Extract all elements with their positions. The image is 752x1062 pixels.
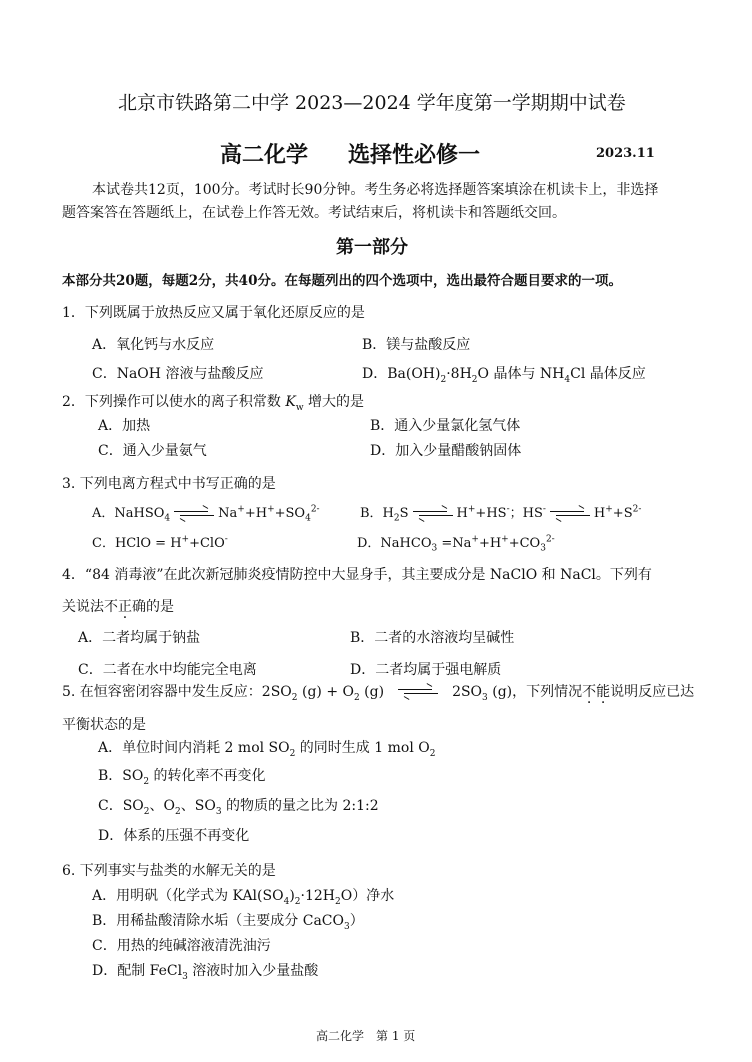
instructions-line-1: 本试卷共12页，100分。考试时长90分钟。考生务必将选择题答案填涂在机读卡上，非选择 bbox=[92, 182, 659, 198]
q3-option-d: D．NaHCO$_3$ $=Na^++H^++CO_3^{2-}$ bbox=[357, 534, 555, 554]
part1-heading: 第一部分 bbox=[336, 237, 408, 258]
q5-option-c: C．$SO_2$、$O_2$、$SO_3$ 的物质的量之比为 2:1:2 bbox=[98, 798, 379, 817]
q2-option-a: A．加热 bbox=[98, 418, 151, 434]
q1-option-b: B．镁与盐酸反应 bbox=[362, 337, 471, 353]
q5-stem-line-2: 平衡状态的是 bbox=[62, 717, 146, 733]
q1-option-d: D．$Ba(OH)_2\cdot 8H_2O$ 晶体与 $NH_4Cl$ 晶体反应 bbox=[362, 366, 646, 385]
q1-option-a: A．氧化钙与水反应 bbox=[92, 337, 215, 353]
q5-option-b: B．$SO_2$ 的转化率不再变化 bbox=[98, 768, 266, 787]
q4-option-b: B．二者的水溶液均呈碱性 bbox=[350, 630, 515, 646]
q6-option-c: C．用热的纯碱溶液清洗油污 bbox=[92, 938, 271, 954]
q6-option-d: D．配制 FeCl$_3$ 溶液时加入少量盐酸 bbox=[92, 963, 319, 982]
q3-stem: 3. 下列电离方程式中书写正确的是 bbox=[62, 476, 276, 492]
q4-stem-line-2: 关说法不正确的是 bbox=[62, 599, 174, 615]
q3-option-c: C．HClO = H++ClO- bbox=[92, 534, 228, 551]
q2-option-c: C．通入少量氨气 bbox=[98, 443, 207, 459]
exam-date: 2023.11 bbox=[596, 146, 655, 161]
q1-option-c: C．NaOH 溶液与盐酸反应 bbox=[92, 366, 264, 382]
q2-option-d: D．加入少量醋酸钠固体 bbox=[370, 443, 522, 459]
equilibrium-arrow-icon bbox=[550, 510, 590, 518]
subject-title: 高二化学 bbox=[220, 142, 309, 168]
page-footer: 高二化学 第 1 页 bbox=[316, 1029, 416, 1043]
q4-option-d: D．二者均属于强电解质 bbox=[350, 662, 502, 678]
equilibrium-arrow-icon bbox=[174, 510, 214, 518]
q5-option-d: D．体系的压强不再变化 bbox=[98, 828, 250, 844]
exam-title: 北京市铁路第二中学 2023—2024 学年度第一学期期中试卷 bbox=[118, 92, 626, 114]
q6-option-b: B．用稀盐酸清除水垢（主要成分 CaCO$_3$） bbox=[92, 913, 364, 932]
q4-option-c: C．二者在水中均能完全电离 bbox=[78, 662, 257, 678]
q2-stem: 2．下列操作可以使水的离子积常数 $K_w$ 增大的是 bbox=[62, 394, 364, 413]
instructions-line-2: 题答案答在答题纸上，在试卷上作答无效。考试结束后，将机读卡和答题纸交回。 bbox=[62, 205, 566, 221]
part1-intro: 本部分共20题，每题2分，共40分。在每题列出的四个选项中，选出最符合题目要求的一项。 bbox=[62, 273, 622, 289]
equilibrium-arrow-icon bbox=[398, 688, 438, 696]
q5-stem-line-1: 5. 在恒容密闭容器中发生反应：$2SO_2$ $(g) + O_2$ (g) $2SO_3$ (g)，下列情况不能说明反应已达 bbox=[62, 684, 695, 703]
equilibrium-arrow-icon bbox=[413, 510, 453, 518]
q4-stem-line-1: 4．“84 消毒液”在此次新冠肺炎疫情防控中大显身手，其主要成分是 NaClO 和 NaCl。下列有 bbox=[62, 567, 652, 583]
q3-option-a: A．NaHSO$_4$ $Na^++H^++SO_4^{2-}$ bbox=[92, 504, 320, 524]
module-title: 选择性必修一 bbox=[348, 142, 481, 168]
q4-option-a: A．二者均属于钠盐 bbox=[78, 630, 201, 646]
q3-option-b: B．$H_2S$ H++HS-；HS- $H^++S^{2-}$ bbox=[360, 504, 642, 524]
q2-option-b: B．通入少量氯化氢气体 bbox=[370, 418, 521, 434]
q5-option-a: A．单位时间内消耗 2 mol $SO_2$ 的同时生成 1 mol $O_2$ bbox=[98, 740, 436, 759]
q6-option-a: A．用明矾（化学式为 $KAl(SO_4)_2\cdot 12H_2O$）净水 bbox=[92, 888, 395, 907]
q6-stem: 6. 下列事实与盐类的水解无关的是 bbox=[62, 863, 276, 879]
q1-stem: 1．下列既属于放热反应又属于氧化还原反应的是 bbox=[62, 305, 365, 321]
